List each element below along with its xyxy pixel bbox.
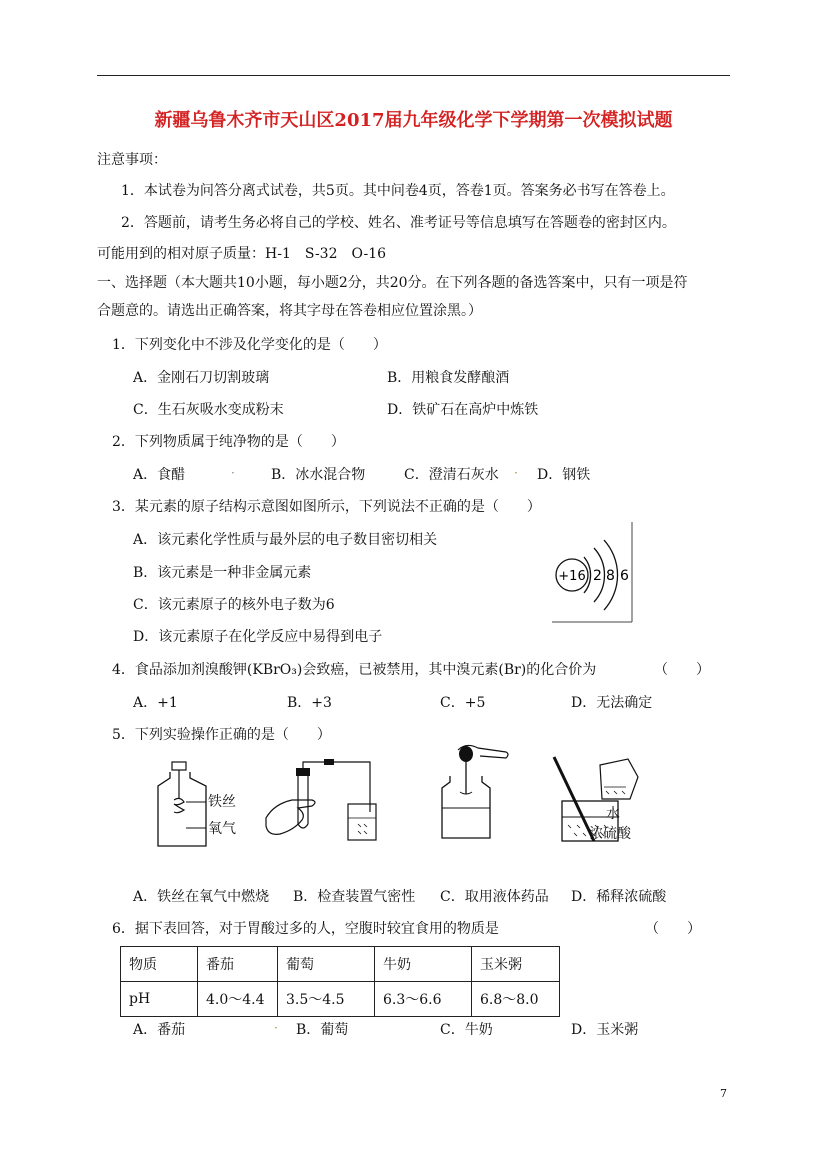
q2-stem: 2．下列物质属于纯净物的是（ ） [112, 434, 345, 450]
q1-option-b: B．用粮食发酵酿酒 [387, 370, 510, 386]
q4-option-b: B．+3 [287, 695, 332, 711]
fig-d-label-acid: 浓硫酸 [589, 826, 631, 842]
stray-mark: · [514, 466, 518, 480]
stray-mark: · [274, 1021, 278, 1035]
stray-mark: · [231, 466, 235, 480]
table-cell: 玉米粥 [472, 947, 560, 982]
q1-option-d: D．铁矿石在高炉中炼铁 [387, 402, 539, 418]
q1-option-a: A．金刚石刀切割玻璃 [133, 370, 270, 386]
q5-stem: 5．下列实验操作正确的是（ ） [112, 727, 331, 743]
q3-option-d: D．该元素原子在化学反应中易得到电子 [133, 629, 383, 645]
table-cell: 番茄 [198, 947, 278, 982]
q1-option-c: C．生石灰吸水变成粉末 [133, 402, 284, 418]
notice-item-1: 1．本试卷为问答分离式试卷，共5页。其中问卷4页，答卷1页。答案务必书写在答卷上。 [121, 183, 675, 199]
table-cell: 牛奶 [375, 947, 472, 982]
table-cell: 4.0～4.4 [198, 982, 278, 1017]
table-cell: 6.8～8.0 [472, 982, 560, 1017]
q6-option-a: A．番茄 [133, 1022, 186, 1038]
q3-option-a: A．该元素化学性质与最外层的电子数目密切相关 [133, 532, 438, 548]
fig-d-label-water: 水 [606, 806, 620, 822]
q4-option-d: D．无法确定 [571, 695, 653, 711]
table-cell: 物质 [121, 947, 198, 982]
section-instructions-line-2: 合题意的。请选出正确答案，将其字母在答卷相应位置涂黑。） [97, 303, 482, 319]
table-header-row [121, 947, 560, 982]
shell-3-count: 6 [620, 568, 629, 584]
q2-option-d: D．钢铁 [537, 467, 591, 483]
fig-a-label-oxygen: 氧气 [208, 821, 236, 837]
q5-option-c: C．取用液体药品 [440, 889, 549, 905]
ph-table [120, 946, 560, 1017]
q6-answer-paren: （ ） [645, 921, 701, 937]
q3-stem: 3．某元素的原子结构示意图如图所示，下列说法不正确的是（ ） [112, 499, 541, 515]
table-cell: 3.5～4.5 [278, 982, 375, 1017]
q5-option-a: A．铁丝在氧气中燃烧 [133, 889, 270, 905]
shell-1-count: 2 [593, 568, 602, 584]
table-cell: pH [121, 982, 198, 1017]
q6-option-c: C．牛奶 [440, 1022, 493, 1038]
figure-airtightness-check [262, 762, 377, 842]
fig-a-label-iron-wire: 铁丝 [208, 794, 236, 810]
q5-option-d: D．稀释浓硫酸 [571, 889, 667, 905]
header-rule [97, 75, 730, 76]
notice-heading: 注意事项： [97, 152, 167, 168]
q6-option-b: B．葡萄 [296, 1022, 349, 1038]
q5-option-b: B．检查装置气密性 [293, 889, 416, 905]
q4-option-a: A．+1 [133, 695, 178, 711]
q6-option-d: D．玉米粥 [571, 1022, 639, 1038]
section-instructions-line-1: 一、选择题（本大题共10小题，每小题2分，共20分。在下列各题的备选答案中，只有一项是符 [97, 275, 688, 291]
q4-answer-paren: （ ） [654, 662, 710, 678]
table-row [121, 982, 560, 1017]
nucleus-charge: +16 [558, 569, 586, 584]
atomic-structure-diagram [550, 520, 634, 624]
figure-liquid-dropper [438, 742, 528, 842]
shell-2-count: 8 [606, 568, 615, 584]
q4-option-c: C．+5 [440, 695, 486, 711]
page-number: 7 [720, 1087, 727, 1100]
q2-option-b: B．冰水混合物 [271, 467, 366, 483]
q4-stem: 4．食品添加剂溴酸钾(KBrO₃)会致癌，已被禁用，其中溴元素(Br)的化合价为 [112, 662, 597, 678]
table-cell: 葡萄 [278, 947, 375, 982]
notice-item-2: 2．答题前，请考生务必将自己的学校、姓名、准考证号等信息填写在答题卷的密封区内。 [121, 215, 676, 231]
q2-option-a: A．食醋 [133, 467, 186, 483]
q3-option-b: B．该元素是一种非金属元素 [133, 565, 312, 581]
table-cell: 6.3～6.6 [375, 982, 472, 1017]
atomic-mass-line: 可能用到的相对原子质量：H-1 S-32 O-16 [97, 246, 387, 262]
q6-stem: 6．据下表回答，对于胃酸过多的人，空腹时较宜食用的物质是 [112, 921, 499, 937]
q1-stem: 1．下列变化中不涉及化学变化的是（ ） [112, 337, 387, 353]
exam-title: 新疆乌鲁木齐市天山区2017届九年级化学下学期第一次模拟试题 [154, 110, 673, 131]
q3-option-c: C．该元素原子的核外电子数为6 [133, 597, 335, 613]
q2-option-c: C．澄清石灰水 [404, 467, 499, 483]
